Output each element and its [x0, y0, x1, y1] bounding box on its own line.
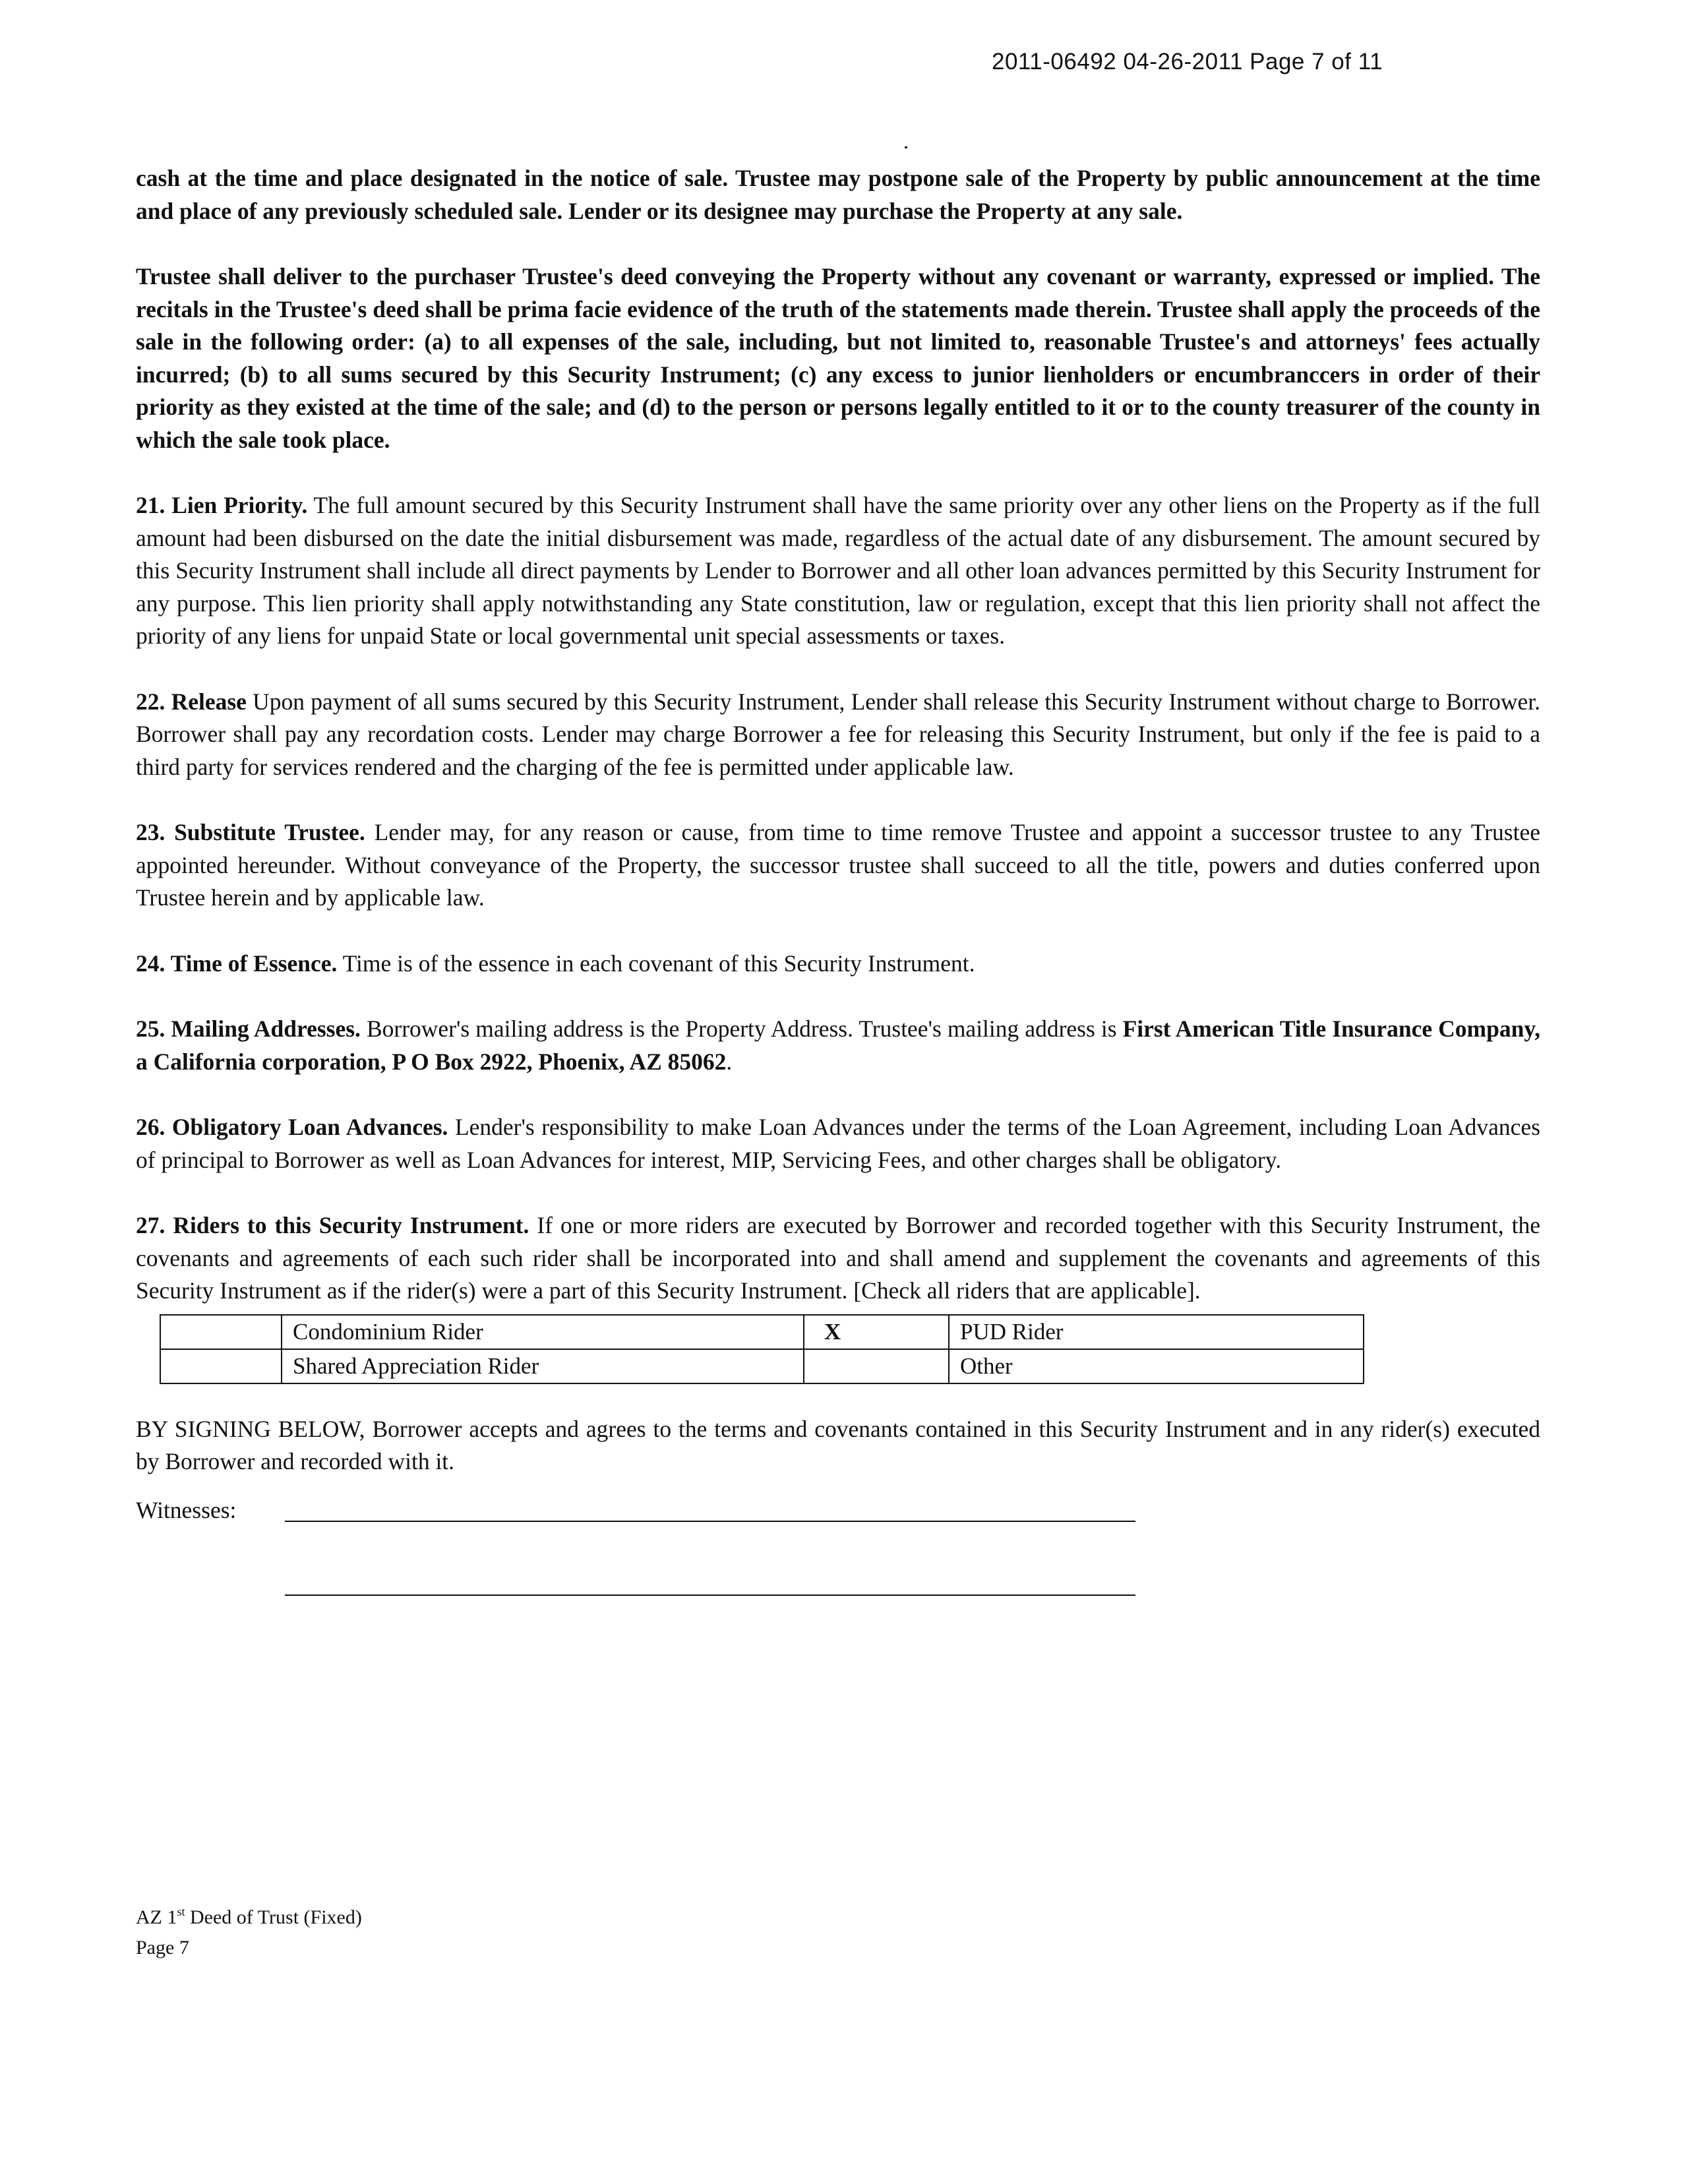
form-title-prefix: AZ 1 — [136, 1906, 177, 1928]
section-21-heading: 21. Lien Priority. — [136, 492, 308, 518]
section-26-obligatory-loan-advances — [136, 1111, 1540, 1176]
witness-signature-line-2[interactable] — [285, 1594, 1135, 1596]
section-22-heading: 22. Release — [136, 688, 247, 715]
witnesses-label: Witnesses: — [136, 1496, 237, 1523]
section-24-body: Time is of the essence in each covenant of this Security Instrument. — [337, 950, 975, 977]
section-25-body: Borrower's mailing address is the Property Address. Trustee's mailing address is — [360, 1016, 1123, 1042]
form-title — [136, 1902, 362, 1933]
rider-label-other: Other — [949, 1349, 1364, 1383]
riders-row — [160, 1349, 1364, 1383]
section-23-body: Lender may, for any reason or cause, from time to time remove Trustee and appoint a successor trustee to any Trustee appointed hereunder. Without conveyance of the Property, the successor trustee shall succeed to all the title, powers and duties conferred upon Trustee herein and by applicable law. — [136, 819, 1540, 911]
section-22-release — [136, 686, 1540, 784]
rider-checkbox-condominium[interactable] — [160, 1315, 282, 1349]
witnesses-block — [136, 1494, 1540, 1527]
section-21-body: The full amount secured by this Security Instrument shall have the same priority over any other liens on the Property as if the full amount had been disbursed on the date the initial disbursement was made, regardless of the actual date of any disbursement. The amount secured by this Security Instrument shall include all direct payments by Lender to Borrower and all other loan advances permitted by this Security Instrument for any purpose. This lien priority shall apply notwithstanding any State constitution, law or regulation, except that this lien priority shall not affect the priority of any liens for unpaid State or local governmental unit special assessments or taxes. — [136, 492, 1540, 649]
page-number: Page 7 — [136, 1937, 189, 1958]
section-27-riders — [136, 1209, 1540, 1308]
section-25-mailing-addresses — [136, 1013, 1540, 1078]
form-title-suffix: Deed of Trust (Fixed) — [185, 1906, 362, 1928]
section-26-body: Lender's responsibility to make Loan Advances under the terms of the Loan Agreement, including Loan Advances of principal to Borrower as well as Loan Advances for interest, MIP, Servicing Fees, and other charges shall be obligatory. — [136, 1114, 1540, 1173]
section-25-end: . — [726, 1048, 733, 1075]
rider-label-pud: PUD Rider — [949, 1315, 1364, 1349]
paragraph-trustee-deed: Trustee shall deliver to the purchaser Trustee's deed conveying the Property without any covenant or warranty, expressed or implied. The recitals in the Trustee's deed shall be prima facie evidence of the truth of the statements made therein. Trustee shall apply the proceeds of the sale in the following order: (a) to all expenses of the sale, including, but not limited to, reasonable Trustee's and attorneys' fees actually incurred; (b) to all sums secured by this Security Instrument; (c) any excess to junior lienholders or encumbranccers in order of their priority as they existed at the time of the sale; and (d) to the person or persons legally entitled to it or to the county treasurer of the county in which the sale took place. — [136, 263, 1540, 453]
form-title-sup: st — [177, 1905, 185, 1918]
section-27-heading: 27. Riders to this Security Instrument. — [136, 1212, 529, 1238]
section-21-lien-priority — [136, 489, 1540, 653]
section-24-heading: 24. Time of Essence. — [136, 950, 338, 977]
document-body — [136, 162, 1540, 1527]
paragraph-sale-cash: cash at the time and place designated in the notice of sale. Trustee may postpone sale of the Property by public announcement at the time and place of any previously scheduled sale. Lender or its designee may purchase the Property at any sale. — [136, 165, 1540, 224]
signing-statement: BY SIGNING BELOW, Borrower accepts and agrees to the terms and covenants contained in this Security Instrument and in any rider(s) executed by Borrower and recorded with it. — [136, 1415, 1540, 1474]
section-23-substitute-trustee — [136, 816, 1540, 915]
page-footer — [136, 1902, 362, 1963]
scan-speck — [905, 146, 907, 148]
section-25-heading: 25. Mailing Addresses. — [136, 1016, 361, 1042]
rider-checkbox-pud[interactable]: X — [804, 1315, 949, 1349]
recording-stamp: 2011-06492 04-26-2011 Page 7 of 11 — [992, 49, 1383, 75]
rider-checkbox-shared-appreciation[interactable] — [160, 1349, 282, 1383]
section-23-heading: 23. Substitute Trustee. — [136, 819, 365, 845]
section-24-time-of-essence — [136, 948, 1540, 981]
rider-label-condominium: Condominium Rider — [282, 1315, 804, 1349]
trustee-address: First American Title Insurance Company, a California corporation, P O Box 2922, Phoenix, AZ 85062 — [136, 1016, 1540, 1075]
witness-signature-line-1[interactable] — [285, 1521, 1135, 1522]
section-27-body: If one or more riders are executed by Borrower and recorded together with this Security Instrument, the covenants and agreements of each such rider shall be incorporated into and shall amend and supplement the covenants and agreements of this Security Instrument as if the rider(s) were a part of this Security Instrument. [Check all riders that are applicable]. — [136, 1212, 1540, 1304]
section-26-heading: 26. Obligatory Loan Advances. — [136, 1114, 448, 1140]
section-22-body: Upon payment of all sums secured by this Security Instrument, Lender shall release this Security Instrument without charge to Borrower. Borrower shall pay any recordation costs. Lender may charge Borrower a fee for releasing this Security Instrument, but only if the fee is paid to a third party for services rendered and the charging of the fee is permitted under applicable law. — [136, 688, 1540, 780]
rider-checkbox-other[interactable] — [804, 1349, 949, 1383]
riders-table — [160, 1314, 1364, 1384]
riders-row — [160, 1315, 1364, 1349]
rider-label-shared-appreciation: Shared Appreciation Rider — [282, 1349, 804, 1383]
